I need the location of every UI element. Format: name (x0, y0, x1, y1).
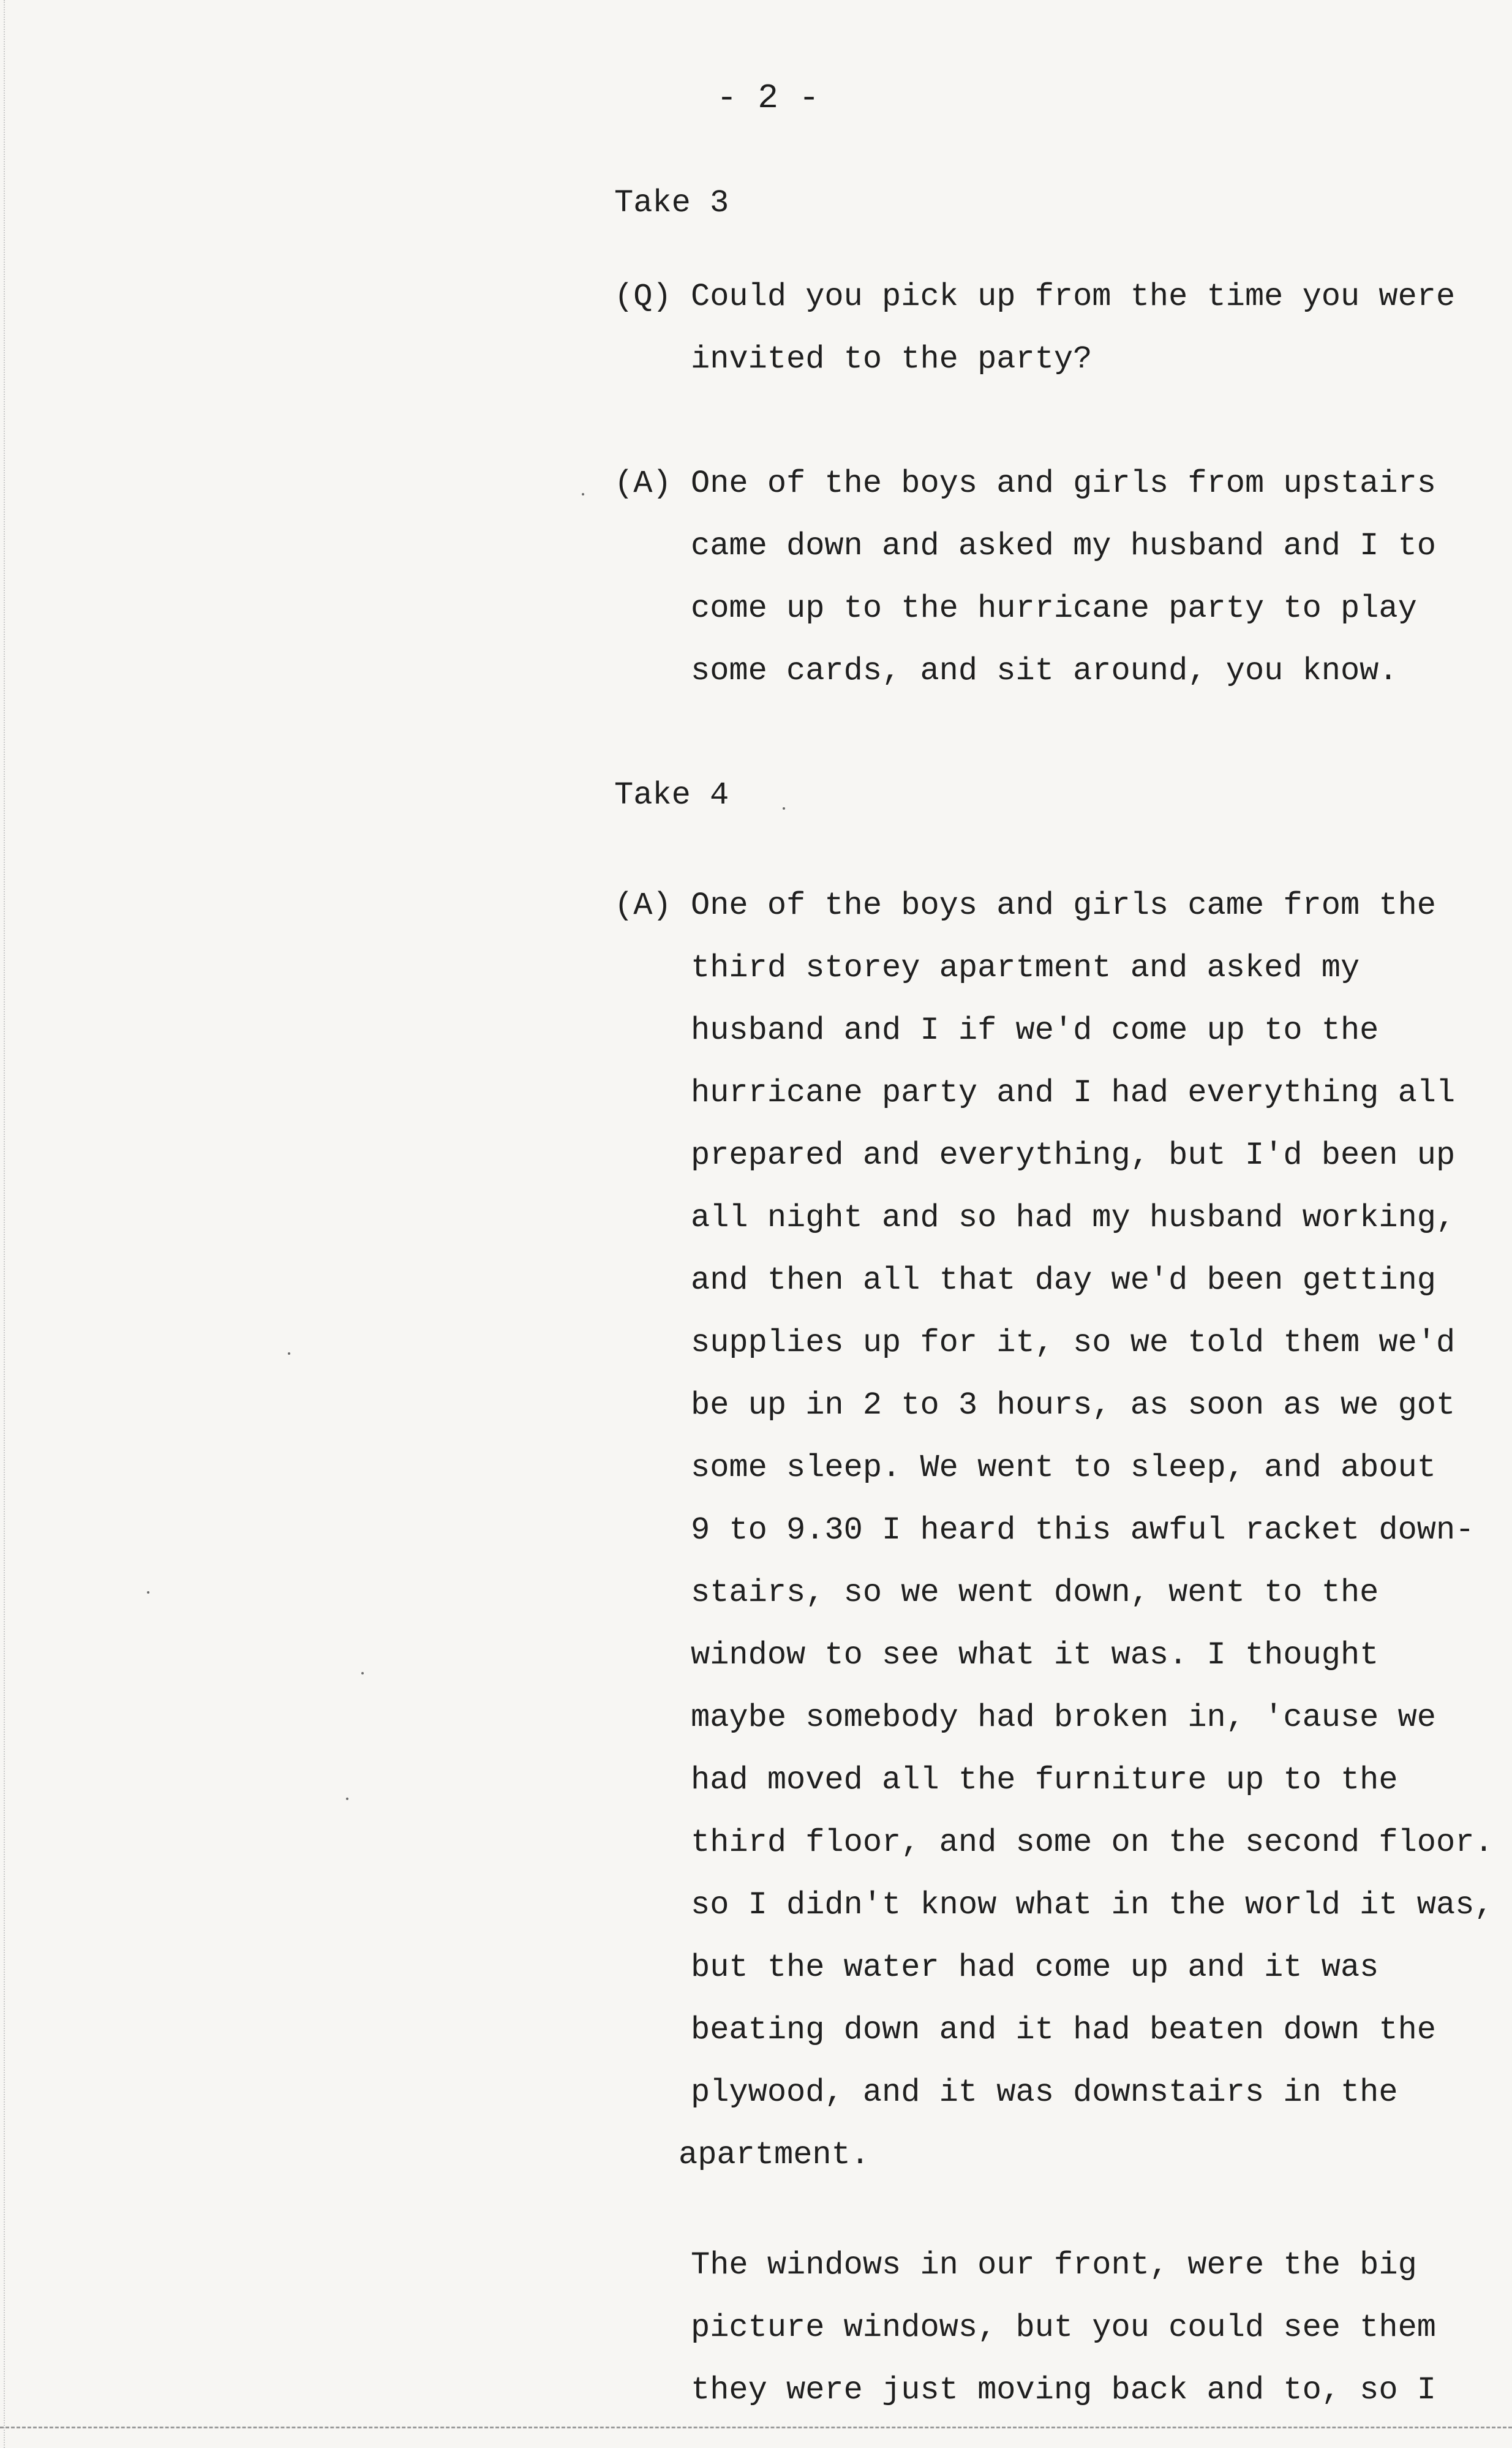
transcript-line: prepared and everything, but I'd been up (691, 1137, 1456, 1173)
transcript-line: supplies up for it, so we told them we'd (691, 1325, 1456, 1361)
transcript-line: husband and I if we'd come up to the (691, 1012, 1379, 1049)
speaker-marker-answer: (A) (614, 465, 672, 502)
transcript-line: so I didn't know what in the world it was, (691, 1887, 1494, 1923)
transcript-line: third storey apartment and asked my (691, 950, 1360, 986)
scan-speck (361, 1672, 364, 1674)
transcript-line: 9 to 9.30 I heard this awful racket down- (691, 1512, 1475, 1548)
transcript-line: maybe somebody had broken in, 'cause we (691, 1700, 1436, 1736)
left-page-edge (4, 0, 5, 2448)
scan-speck (582, 493, 584, 495)
scan-speck (147, 1591, 149, 1594)
transcript-line: beating down and it had beaten down the (691, 2012, 1436, 2048)
transcript-line: plywood, and it was downstairs in the (691, 2074, 1398, 2111)
scan-speck (783, 807, 785, 810)
section-label-take-4: Take 4 (614, 777, 729, 813)
section-label-take-3: Take 3 (614, 185, 729, 221)
transcript-line: had moved all the furniture up to the (691, 1762, 1398, 1798)
page-number: - 2 - (717, 78, 820, 118)
transcript-line: came down and asked my husband and I to (691, 528, 1436, 564)
page-bottom-edge (0, 2427, 1512, 2428)
transcript-line: One of the boys and girls from upstairs (691, 465, 1436, 502)
speaker-marker-answer: (A) (614, 887, 672, 924)
transcript-line: and then all that day we'd been getting (691, 1262, 1436, 1298)
transcript-line: third floor, and some on the second floor. (691, 1825, 1494, 1861)
transcript-line: One of the boys and girls came from the (691, 887, 1436, 924)
transcript-line: window to see what it was. I thought (691, 1637, 1379, 1673)
transcript-line: some sleep. We went to sleep, and about (691, 1450, 1436, 1486)
transcript-line: come up to the hurricane party to play (691, 590, 1417, 627)
transcript-line: they were just moving back and to, so I (691, 2372, 1436, 2408)
transcript-line: apartment. (679, 2137, 870, 2173)
transcript-line: stairs, so we went down, went to the (691, 1575, 1379, 1611)
transcript-line: all night and so had my husband working, (691, 1200, 1456, 1236)
transcript-line: Could you pick up from the time you were (691, 279, 1456, 315)
transcript-line: The windows in our front, were the big (691, 2247, 1417, 2283)
transcript-line: invited to the party? (691, 341, 1093, 377)
transcript-line: some cards, and sit around, you know. (691, 653, 1398, 689)
scan-speck (346, 1798, 348, 1800)
speaker-marker-question: (Q) (614, 279, 672, 315)
transcript-line: be up in 2 to 3 hours, as soon as we got (691, 1387, 1456, 1423)
transcript-line: but the water had come up and it was (691, 1949, 1379, 1986)
transcript-line: picture windows, but you could see them (691, 2310, 1436, 2346)
scan-speck (288, 1352, 290, 1355)
transcript-line: hurricane party and I had everything all (691, 1075, 1456, 1111)
